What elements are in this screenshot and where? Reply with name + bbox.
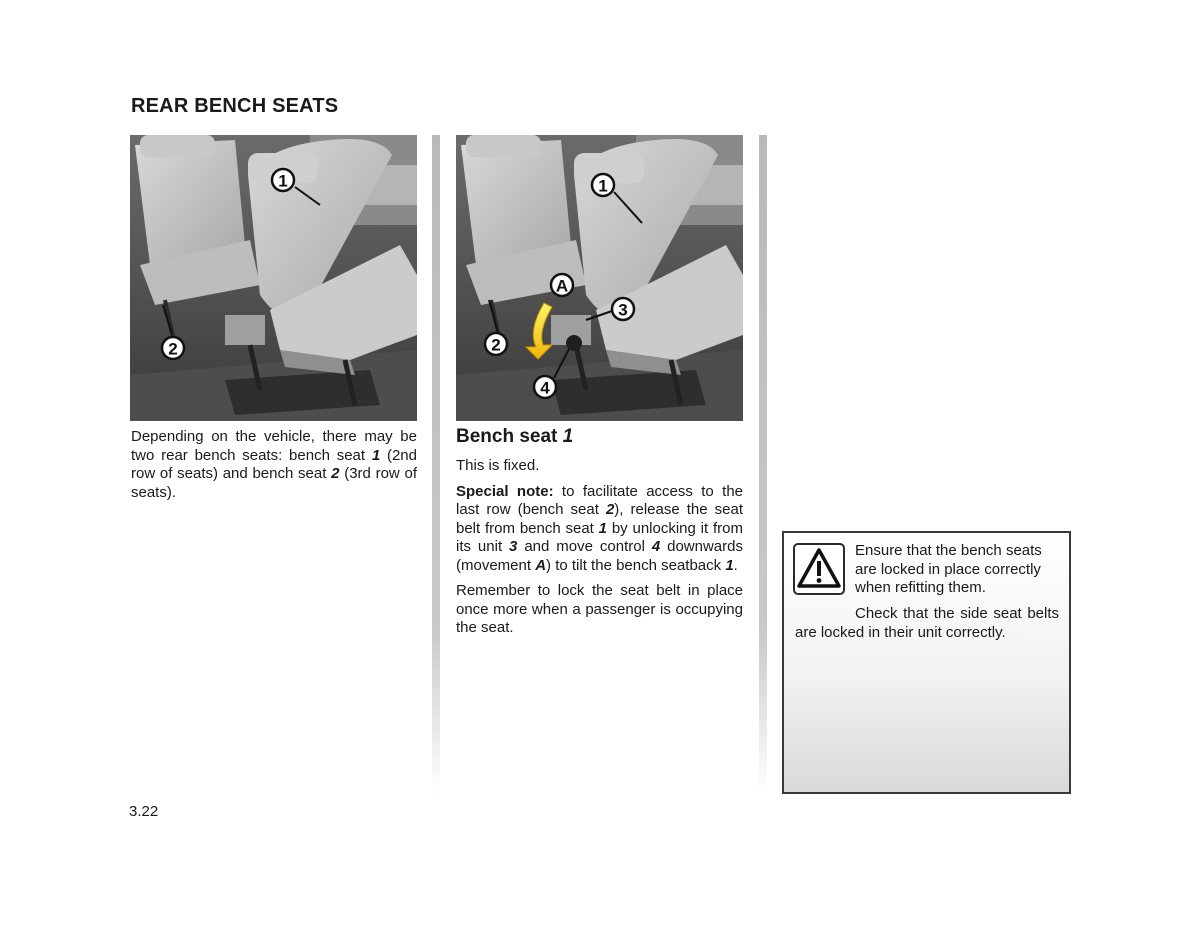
callout-A [551,274,573,296]
control-lever-4 [566,335,582,351]
callout-4 [534,376,556,398]
callout-3 [612,298,634,320]
svg-text:2: 2 [491,335,501,355]
section-heading-bench-seat-1: Bench seat 1 [456,426,574,447]
page-number: 3.22 [129,803,159,820]
photo-bench-seat-tilt [456,135,743,421]
warning-text-side-belts: Check that the side seat belts are locked in their unit correctly. [795,605,1059,641]
callout-1 [272,169,294,191]
photo-bench-seat-tilt-drawing [456,135,743,421]
svg-text:4: 4 [540,378,550,398]
svg-text:3: 3 [618,300,628,320]
svg-text:2: 2 [168,339,178,359]
intro-paragraph [131,428,417,509]
photo-rear-bench-seats [130,135,417,421]
warning-text-refit: Ensure that the bench seats are locked in place correctly when refitting them. [855,542,1042,596]
special-note-paragraph: Special note: to facilitate access to the last row (bench seat 2), release the seat belt from bench seat 1 by unlocking it from its unit 3 and move control 4 downwards (movement A) to tilt the bench seatback 1. [456,482,743,574]
photo-rear-bench-seats-drawing [130,135,417,421]
callout-1 [592,174,614,196]
column-divider-left [432,135,440,795]
svg-text:1: 1 [278,171,288,191]
remember-paragraph: Remember to lock the seat belt in place once more when a passenger is occupying the seat. [456,582,743,636]
page-title: REAR BENCH SEATS [131,95,339,117]
svg-text:1: 1 [598,176,608,196]
svg-text:A: A [555,276,569,296]
callout-2 [162,337,184,359]
bench-seat-1-body [456,457,743,645]
intro-text: Depending on the vehicle, there may be two rear bench seats: bench seat 1 (2nd row of seats) and bench seat 2 (3rd row of seats). [131,428,417,501]
warning-triangle-icon [793,543,845,595]
warning-box [782,531,1071,794]
column-divider-right [759,135,767,795]
callout-2 [485,333,507,355]
fixed-text: This is fixed. [456,457,540,474]
